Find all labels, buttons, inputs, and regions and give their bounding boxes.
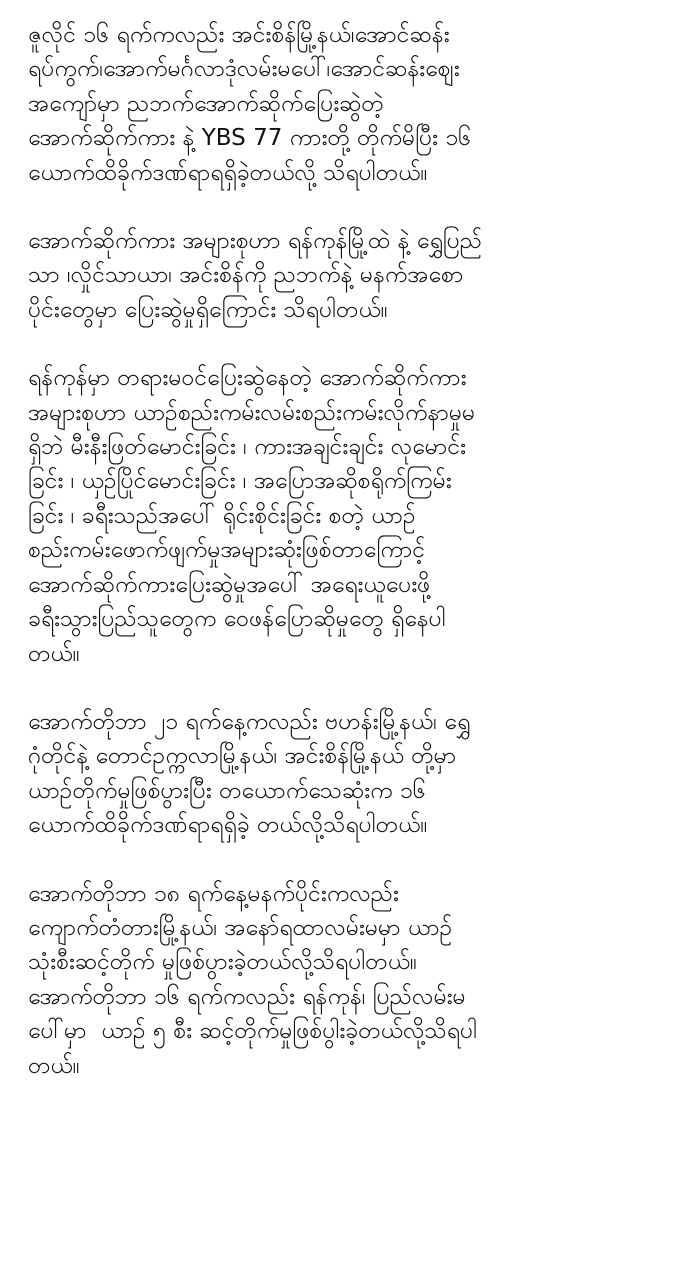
- paragraph-4: အောက်တိုဘာ ၂၁ ရက်နေ့ကလည်း ဗဟန်းမြို့နယ်၊ ရွှေ ဂုံတိုင်နဲ့ တောင်ဥက္ကလာမြို့နယ်၊ အင်းစိန်မြို့နယ် တို့မှာ ယာဉ်တိုက်မှုဖြစ်ပွားပြီး တယောက်သေဆုံးက ၁၆ ယောက်ထိခိုက်ဒဏ်ရာရရှိခဲ့ တယ်လို့သိရပါတယ်။: [28, 708, 471, 839]
- paragraph-3: ရန်ကုန်မှာ တရားမဝင်ပြေးဆွဲနေတဲ့ အောက်ဆိုက်ကား အများစုဟာ ယာဉ်စည်းကမ်းလမ်းစည်းကမ်းလိုက်နာမှုမ ရှိဘဲ မီးနီးဖြတ်မောင်းခြင်း ၊ ကားအချင်းချင်း လုမောင်း ခြင်း ၊ ယှဉ်ပြိုင်မောင်းခြင်း ၊ အပြောအဆိုစရိုက်ကြမ်း ခြင်း ၊ ခရီးသည်အပေါ် ရိုင်းစိုင်းခြင်း စတဲ့ ယာဉ် စည်းကမ်းဖောက်ဖျက်မှုအများဆုံးဖြစ်တာကြောင့် အောက်ဆိုက်ကားပြေးဆွဲမှုအပေါ် အရေးယူပေးဖို့ ခရီးသွားပြည်သူတွေက ဝေဖန်ပြောဆိုမှုတွေ ရှိနေပါ တယ်။: [28, 365, 476, 667]
- paragraph-2: အောက်ဆိုက်ကား အများစုဟာ ရန်ကုန်မြို့ထဲ နဲ့ ရွှေပြည် သာ ၊လှိုင်သာယာ၊ အင်းစိန်ကို ညဘက်နဲ့ မနက်အစော ပိုင်းတွေမှာ ပြေးဆွဲမှုရှိကြောင်း သိရပါတယ်။: [28, 228, 483, 323]
- paragraph-5: အောက်တိုဘာ ၁၈ ရက်နေ့မနက်ပိုင်းကလည်း ကျောက်တံတားမြို့နယ်၊ အနော်ရထာလမ်းမမှာ ယာဉ် သုံးစီးဆင့်တိုက် မှုဖြစ်ပွားခဲ့တယ်လို့သိရပါတယ်။ အောက်တိုဘာ ၁၆ ရက်ကလည်း ရန်ကုန်၊ ပြည်လမ်းမ ပေါ်မှာ ယာဉ် ၅ စီး ဆင့်တိုက်မှုဖြစ်ပွါးခဲ့တယ်လို့သိရပါ တယ်။: [28, 880, 478, 1079]
- paragraph-1: ဇူလိုင် ၁၆ ရက်ကလည်း အင်းစိန်မြို့နယ်၊အောင်ဆန်း ရပ်ကွက်၊အောက်မင်္ဂလာဒုံလမ်းမပေါ်၊အောင်ဆန်းဈေး အကျော်မှာ ညဘက်အောက်ဆိုက်ပြေးဆွဲတဲ့ အောက်ဆိုက်ကား နဲ့ YBS 77 ကားတို့ တိုက်မိပြီး ၁၆ ယောက်ထိခိုက်ဒဏ်ရာရရှိခဲ့တယ်လို့ သိရပါတယ်။: [28, 22, 472, 186]
